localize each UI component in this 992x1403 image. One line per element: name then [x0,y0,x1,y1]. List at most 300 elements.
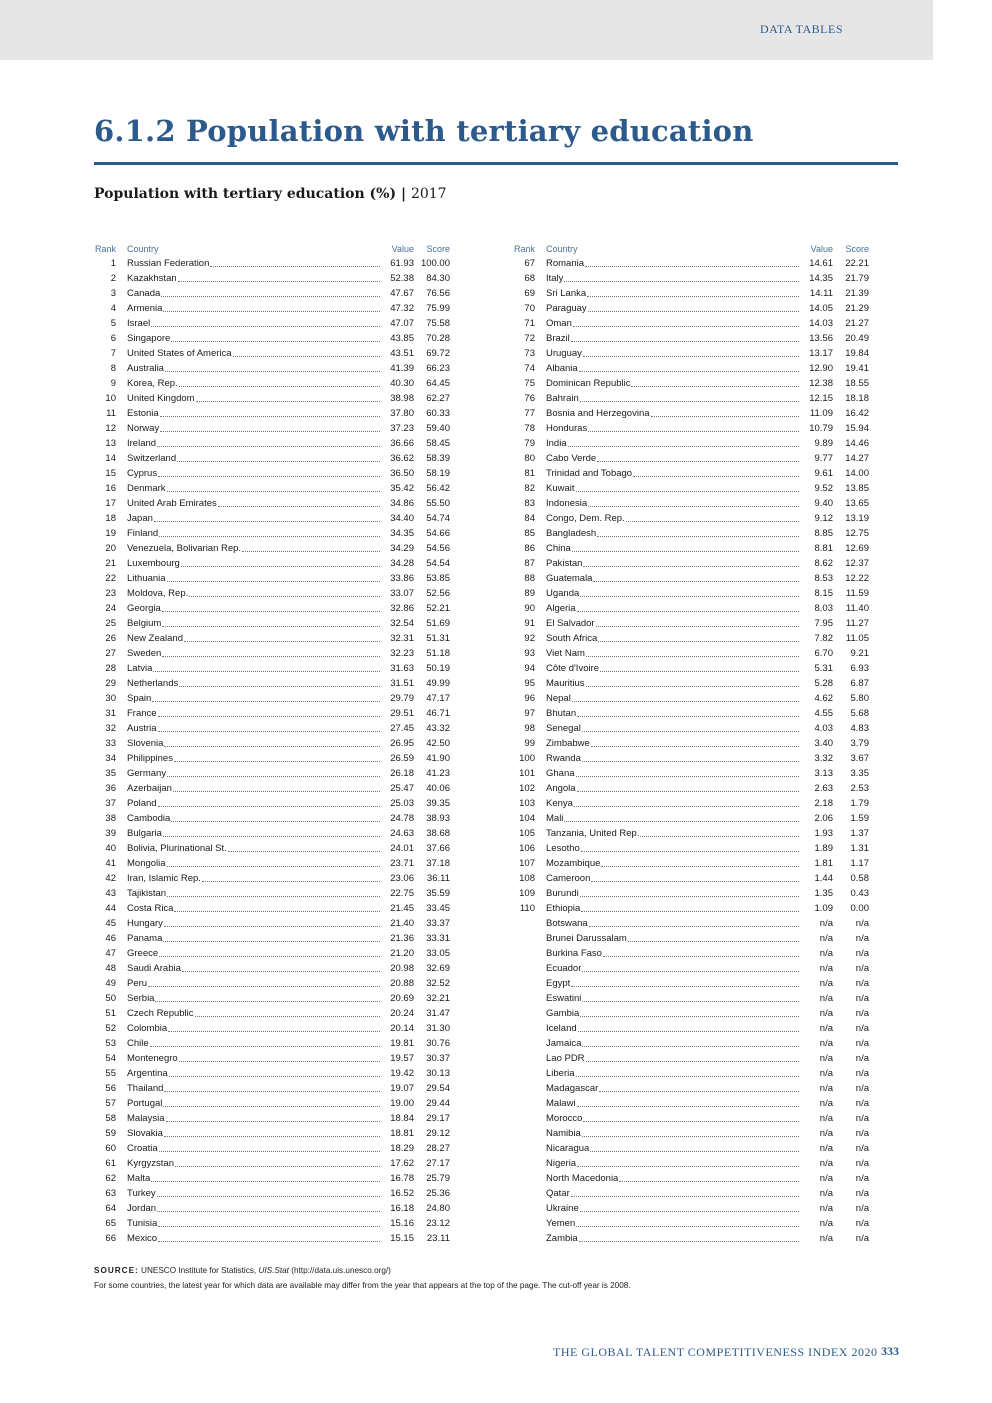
rank-cell: 105 [519,828,535,839]
country-cell [127,1066,381,1081]
rank-cell: 84 [524,513,535,524]
table-row [513,1081,869,1096]
dot-leader [182,961,380,972]
score-cell: n/a [855,1233,869,1244]
score-cell: n/a [855,963,869,974]
rank-cell: 92 [524,633,535,644]
dot-leader [596,616,799,627]
table-row [513,1231,869,1246]
dot-leader [572,541,799,552]
dot-leader [166,1111,381,1122]
score-cell: n/a [855,1128,869,1139]
dot-leader [597,451,799,462]
country-name: Jordan [127,1203,157,1214]
dot-leader [631,376,799,387]
dot-leader [572,691,799,702]
table-row [94,1171,450,1186]
country-cell [127,1156,381,1171]
table-row [94,331,450,346]
value-cell: 2.63 [814,783,833,794]
value-cell: 9.40 [814,498,833,509]
country-name: Trinidad and Tobago [546,468,633,479]
score-cell: 21.29 [845,303,869,314]
country-cell [127,781,381,796]
dot-leader [577,1096,799,1107]
country-name: Namibia [546,1128,581,1139]
rank-cell: 89 [524,588,535,599]
rank-cell: 70 [524,303,535,314]
score-cell: n/a [855,1143,869,1154]
dot-leader [160,406,380,417]
value-cell: 21.40 [390,918,414,929]
value-cell: 12.38 [809,378,833,389]
table-row [94,451,450,466]
dot-leader [167,886,380,897]
dot-leader [583,1111,799,1122]
table-row [513,1141,869,1156]
score-cell: 25.36 [426,1188,450,1199]
score-cell: 29.17 [426,1113,450,1124]
rank-cell: 109 [519,888,535,899]
table-row [94,1156,450,1171]
dot-leader [167,766,380,777]
score-cell: n/a [855,1203,869,1214]
dot-leader [582,751,799,762]
score-cell: 31.47 [426,1008,450,1019]
table-row [94,466,450,481]
table-row [513,1021,869,1036]
country-name: Angola [546,783,576,794]
country-name: Ecuador [546,963,582,974]
country-name: Australia [127,363,164,374]
country-cell [127,826,381,841]
rank-cell [513,946,535,961]
country-name: Ireland [127,438,157,449]
rank-cell: 32 [105,723,116,734]
score-cell: 0.43 [850,888,869,899]
header-rank: Rank [513,244,535,254]
country-cell [127,931,381,946]
country-cell [127,1096,381,1111]
dot-leader [151,1171,380,1182]
country-name: Lithuania [127,573,166,584]
rank-cell: 88 [524,573,535,584]
value-cell: n/a [819,1098,833,1109]
country-name: Ethiopia [546,903,581,914]
value-cell: 6.70 [814,648,833,659]
country-name: Tajikistan [127,888,167,899]
dot-leader [157,436,380,447]
score-cell: 12.69 [845,543,869,554]
country-name: Greece [127,948,159,959]
table-row [94,871,450,886]
country-cell [546,736,800,751]
value-cell: 1.35 [814,888,833,899]
rank-cell: 69 [524,288,535,299]
country-cell [546,1171,800,1186]
table-row [513,796,869,811]
score-cell: 53.85 [426,573,450,584]
dot-leader [177,451,380,462]
score-cell: 33.31 [426,933,450,944]
dot-leader [173,781,380,792]
dot-leader [158,1216,380,1227]
rank-cell [513,1036,535,1051]
country-name: Zambia [546,1233,578,1244]
value-cell: 24.01 [390,843,414,854]
score-cell: 37.18 [426,858,450,869]
country-cell [546,1111,800,1126]
score-cell: 27.17 [426,1158,450,1169]
dot-leader [577,601,799,612]
rank-cell: 28 [105,663,116,674]
country-cell [127,496,381,511]
value-cell: 14.35 [809,273,833,284]
country-name: Cambodia [127,813,171,824]
dot-leader [164,736,380,747]
table-row [94,916,450,931]
country-name: Peru [127,978,148,989]
country-cell [127,676,381,691]
score-cell: n/a [855,948,869,959]
dot-leader [174,901,380,912]
value-cell: 8.81 [814,543,833,554]
value-cell: 3.13 [814,768,833,779]
table-row [513,376,869,391]
dot-leader [159,946,380,957]
dot-leader [159,526,380,537]
source-label: SOURCE: [94,1266,139,1275]
country-name: India [546,438,567,449]
table-header-row [94,243,450,255]
rank-cell [513,1081,535,1096]
country-cell [546,931,800,946]
rank-cell: 62 [105,1173,116,1184]
country-cell [127,1126,381,1141]
country-name: Georgia [127,603,161,614]
country-name: Netherlands [127,678,179,689]
table-row [513,1186,869,1201]
score-cell: 51.18 [426,648,450,659]
value-cell: 14.05 [809,303,833,314]
dot-leader [181,556,380,567]
dot-leader [580,1201,799,1212]
country-name: Guatemala [546,573,593,584]
table-row [513,1051,869,1066]
country-cell [127,256,381,271]
rank-cell: 110 [519,903,535,914]
table-row [94,376,450,391]
dot-leader [167,481,380,492]
rank-cell: 72 [524,333,535,344]
country-name: Thailand [127,1083,164,1094]
value-cell: 1.09 [814,903,833,914]
rank-cell: 87 [524,558,535,569]
rank-cell [513,1141,535,1156]
country-name: New Zealand [127,633,183,644]
subtitle-year: 2017 [410,186,447,202]
rank-cell: 104 [519,813,535,824]
dot-leader [573,316,799,327]
value-cell: 19.00 [390,1098,414,1109]
country-name: Italy [546,273,564,284]
score-cell: 29.12 [426,1128,450,1139]
value-cell: n/a [819,1023,833,1034]
country-name: Rwanda [546,753,581,764]
country-name: Slovenia [127,738,164,749]
dot-leader [583,346,799,357]
country-cell [546,751,800,766]
value-cell: 34.86 [390,498,414,509]
country-cell [127,601,381,616]
table-row [94,856,450,871]
rank-cell: 100 [519,753,535,764]
country-name: El Salvador [546,618,595,629]
dot-leader [579,361,799,372]
rank-cell: 68 [524,273,535,284]
country-cell [127,466,381,481]
country-name: Austria [127,723,157,734]
dot-leader [597,526,799,537]
value-cell: 18.29 [390,1143,414,1154]
rank-cell: 98 [524,723,535,734]
table-row [513,931,869,946]
country-cell [546,451,800,466]
dot-leader [163,931,380,942]
dot-leader [169,1066,380,1077]
rank-cell: 12 [105,423,116,434]
score-cell: 21.39 [845,288,869,299]
dot-leader [162,601,380,612]
rank-cell: 45 [105,918,116,929]
country-name: Canada [127,288,161,299]
dot-leader [576,481,799,492]
table-subtitle [94,186,447,202]
country-cell [546,1051,800,1066]
country-name: China [546,543,571,554]
value-cell: 1.81 [814,858,833,869]
table-row [513,526,869,541]
value-cell: 20.98 [390,963,414,974]
dot-leader [590,1141,799,1152]
rank-cell: 108 [519,873,535,884]
rank-cell: 56 [105,1083,116,1094]
rank-cell: 50 [105,993,116,1004]
country-name: Japan [127,513,153,524]
country-name: Mauritius [546,678,585,689]
score-cell: 29.54 [426,1083,450,1094]
value-cell: 9.52 [814,483,833,494]
country-name: Senegal [546,723,581,734]
country-cell [127,481,381,496]
country-name: Costa Rica [127,903,174,914]
country-cell [127,511,381,526]
dot-leader [603,946,799,957]
dot-leader [179,376,380,387]
country-cell [546,256,800,271]
table-row [94,391,450,406]
dot-leader [582,961,799,972]
country-name: Kyrgyzstan [127,1158,174,1169]
value-cell: 1.93 [814,828,833,839]
table-row [513,661,869,676]
table-row [513,346,869,361]
table-row [94,256,450,271]
dot-leader [196,391,380,402]
rank-cell [513,1111,535,1126]
country-cell [127,571,381,586]
country-cell [127,331,381,346]
value-cell: 20.14 [390,1023,414,1034]
table-row [513,646,869,661]
dot-leader [175,1156,380,1167]
rank-cell [513,916,535,931]
dot-leader [210,256,380,267]
value-cell: 1.44 [814,873,833,884]
rank-cell: 47 [105,948,116,959]
country-name: South Africa [546,633,598,644]
table-header-row [513,243,869,255]
table-row [94,526,450,541]
score-cell: 41.23 [426,768,450,779]
value-cell: 52.38 [390,273,414,284]
score-cell: 1.17 [850,858,869,869]
value-cell: 20.24 [390,1008,414,1019]
value-cell: n/a [819,1008,833,1019]
country-cell [127,1051,381,1066]
section-label: DATA TABLES [759,22,843,36]
value-cell: 25.47 [390,783,414,794]
dot-leader [577,706,799,717]
value-cell: 19.81 [390,1038,414,1049]
country-cell [127,721,381,736]
value-cell: 9.89 [814,438,833,449]
rank-cell: 34 [105,753,116,764]
country-cell [127,1081,381,1096]
dot-leader [179,1051,380,1062]
country-cell [127,586,381,601]
score-cell: 75.99 [426,303,450,314]
value-cell: 37.23 [390,423,414,434]
dot-leader [158,721,380,732]
table-row [94,601,450,616]
table-row [513,271,869,286]
table-row [94,931,450,946]
country-name: Algeria [546,603,576,614]
country-name: Norway [127,423,160,434]
dot-leader [593,571,799,582]
table-row [513,676,869,691]
table-row [513,916,869,931]
rank-cell: 5 [110,318,116,329]
country-cell [546,1201,800,1216]
value-cell: 21.45 [390,903,414,914]
dot-leader [228,841,380,852]
table-row [513,571,869,586]
country-name: Sri Lanka [546,288,587,299]
dot-leader [179,676,380,687]
country-cell [127,946,381,961]
value-cell: 23.06 [390,873,414,884]
score-cell: 23.12 [426,1218,450,1229]
score-cell: 28.27 [426,1143,450,1154]
score-cell: 54.74 [426,513,450,524]
country-cell [127,421,381,436]
footnote: For some countries, the latest year for which data are available may differ from the year that appears at the top of the page. The cut-off year is 2008. [94,1281,631,1290]
table-row [94,826,450,841]
rank-cell: 103 [519,798,535,809]
rank-cell: 94 [524,663,535,674]
table-row [94,1021,450,1036]
country-name: Bulgaria [127,828,162,839]
dot-leader [202,871,380,882]
dot-leader [158,466,380,477]
country-name: Honduras [546,423,588,434]
source-url: (http://data.uis.unesco.org/) [291,1266,391,1275]
country-cell [127,991,381,1006]
table-row [513,481,869,496]
score-cell: 14.46 [845,438,869,449]
score-cell: 56.42 [426,483,450,494]
score-cell: 69.72 [426,348,450,359]
value-cell: 20.69 [390,993,414,1004]
table-row [94,1216,450,1231]
country-cell [127,976,381,991]
dot-leader [586,676,799,687]
country-name: Tanzania, United Rep. [546,828,640,839]
country-name: Hungary [127,918,163,929]
rank-cell: 40 [105,843,116,854]
country-name: Bahrain [546,393,579,404]
value-cell: 3.32 [814,753,833,764]
dot-leader [600,661,799,672]
rank-cell: 13 [105,438,116,449]
value-cell: 32.23 [390,648,414,659]
country-name: Dominican Republic [546,378,631,389]
country-cell [546,1066,800,1081]
rank-cell: 11 [106,408,116,419]
table-row [94,721,450,736]
country-name: Cyprus [127,468,158,479]
dot-leader [233,346,380,357]
country-cell [127,706,381,721]
table-row [94,661,450,676]
score-cell: n/a [855,1083,869,1094]
dot-leader [160,421,380,432]
country-name: Morocco [546,1113,583,1124]
country-cell [127,646,381,661]
table-row [94,781,450,796]
score-cell: 42.50 [426,738,450,749]
rank-cell: 75 [524,378,535,389]
table-row [513,976,869,991]
rank-cell: 99 [524,738,535,749]
country-cell [546,1021,800,1036]
dot-leader [580,1006,799,1017]
score-cell: 37.66 [426,843,450,854]
rank-cell: 95 [524,678,535,689]
rank-cell [513,1171,535,1186]
header-country: Country [127,244,159,254]
country-cell [546,331,800,346]
value-cell: n/a [819,1173,833,1184]
score-cell: 40.06 [426,783,450,794]
country-name: Egypt [546,978,571,989]
table-row [94,1006,450,1021]
table-row [513,331,869,346]
value-cell: n/a [819,948,833,959]
value-cell: n/a [819,1038,833,1049]
